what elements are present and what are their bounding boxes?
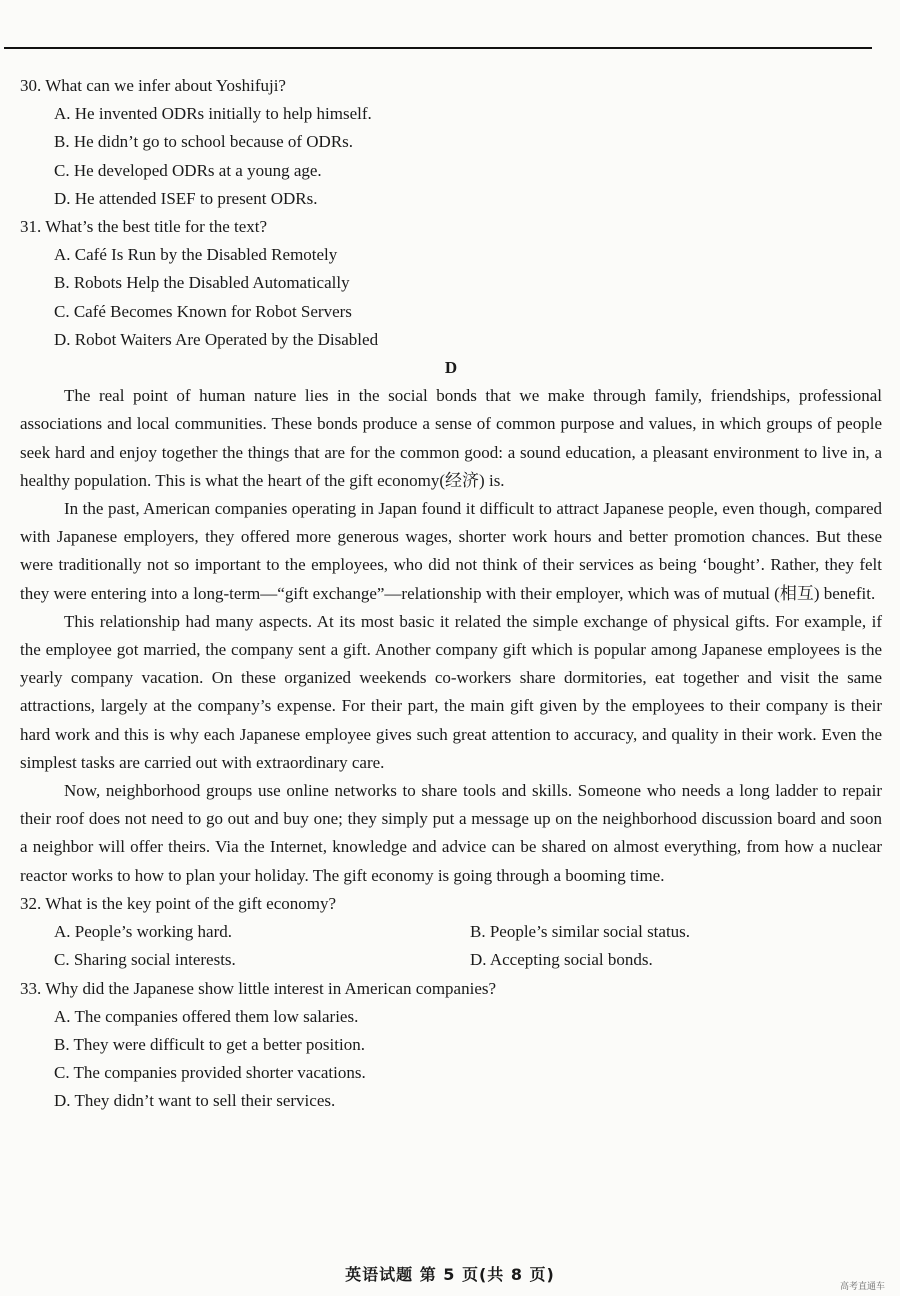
option-b: B. He didn’t go to school because of ODRs. (54, 132, 354, 152)
option-b: B. People’s similar social status. (470, 922, 691, 942)
section-letter-d: D (444, 358, 458, 378)
question-stem: 30. What can we infer about Yoshifuji? (20, 76, 286, 95)
passage-paragraph: The real point of human nature lies in the social bonds that we make through family, friendships, professional associations and local communities. These bonds produce a sense of common purpose and values, in which groups of people seek hard and enjoy together the things that are for the common good: a sound education, a pleasant environment to live in, a healthy population. This is what the heart of the gift economy(经济) is. (20, 386, 882, 490)
option-grid (54, 918, 882, 974)
passage-d (20, 382, 882, 890)
option-d: D. He attended ISEF to present ODRs. (54, 188, 318, 208)
passage-paragraph: In the past, American companies operating in Japan found it difficult to attract Japanese people, even though, compared with Japanese employers, they offered more generous wages, shorter work hours and better promotion chances. But these were traditionally not so important to the employees, who did not think of their services as being ‘bought’. Rather, they felt they were entering into a long-term—“gift exchange”—relationship with their employer, which was of mutual (相互) benefit. (20, 499, 882, 603)
passage-paragraph: Now, neighborhood groups use online networks to share tools and skills. Someone who needs a long ladder to repair their roof does not need to go out and buy one; they simply put a message up on the neighborhood discussion board and soon a neighbor will offer theirs. Via the Internet, knowledge and advice can be shared on almost everything, from how a nuclear reactor works to how to plan your holiday. The gift economy is going through a booming time. (20, 781, 882, 885)
question-30 (20, 72, 882, 213)
passage-paragraph: This relationship had many aspects. At its most basic it related the simple exchange of physical gifts. For example, if the employee got married, the company sent a gift. Another company gift which is popular among Japanese employees is the yearly company vacation. On these organized weekends co-workers share dormitories, eat together and visit the same attractions, largely at the company’s expense. For their part, the main gift given by the employees to their company is their hard work and this is why each Japanese employee gives such great attention to accuracy, and quality in their work. Even the simplest tasks are carried out with extraordinary care. (20, 611, 882, 772)
option-c: C. Sharing social interests. (54, 950, 236, 970)
page-footer: 英语试题 第 5 页(共 8 页) (345, 1265, 555, 1284)
option-b: B. They were difficult to get a better position. (54, 1034, 365, 1054)
question-33 (20, 975, 882, 1116)
option-b: B. Robots Help the Disabled Automatically (54, 273, 350, 293)
option-d: D. Accepting social bonds. (470, 950, 653, 970)
option-a: A. The companies offered them low salaries. (54, 1006, 359, 1026)
question-31 (20, 213, 882, 354)
top-rule (4, 47, 872, 49)
option-d: D. Robot Waiters Are Operated by the Disabled (54, 329, 379, 349)
page-content (20, 72, 882, 1116)
option-c: C. Café Becomes Known for Robot Servers (54, 301, 352, 321)
question-stem: 33. Why did the Japanese show little interest in American companies? (20, 978, 497, 998)
corner-watermark: 高考直通车 (840, 1282, 886, 1292)
option-a: A. People’s working hard. (54, 922, 233, 942)
question-stem: 31. What’s the best title for the text? (20, 217, 268, 237)
option-d: D. They didn’t want to sell their services. (54, 1091, 336, 1111)
question-stem: 32. What is the key point of the gift economy? (20, 893, 337, 913)
option-a: A. He invented ODRs initially to help himself. (54, 104, 372, 124)
option-c: C. He developed ODRs at a young age. (54, 160, 322, 180)
option-c: C. The companies provided shorter vacations. (54, 1063, 366, 1083)
option-a: A. Café Is Run by the Disabled Remotely (54, 245, 338, 265)
question-32 (20, 890, 882, 975)
